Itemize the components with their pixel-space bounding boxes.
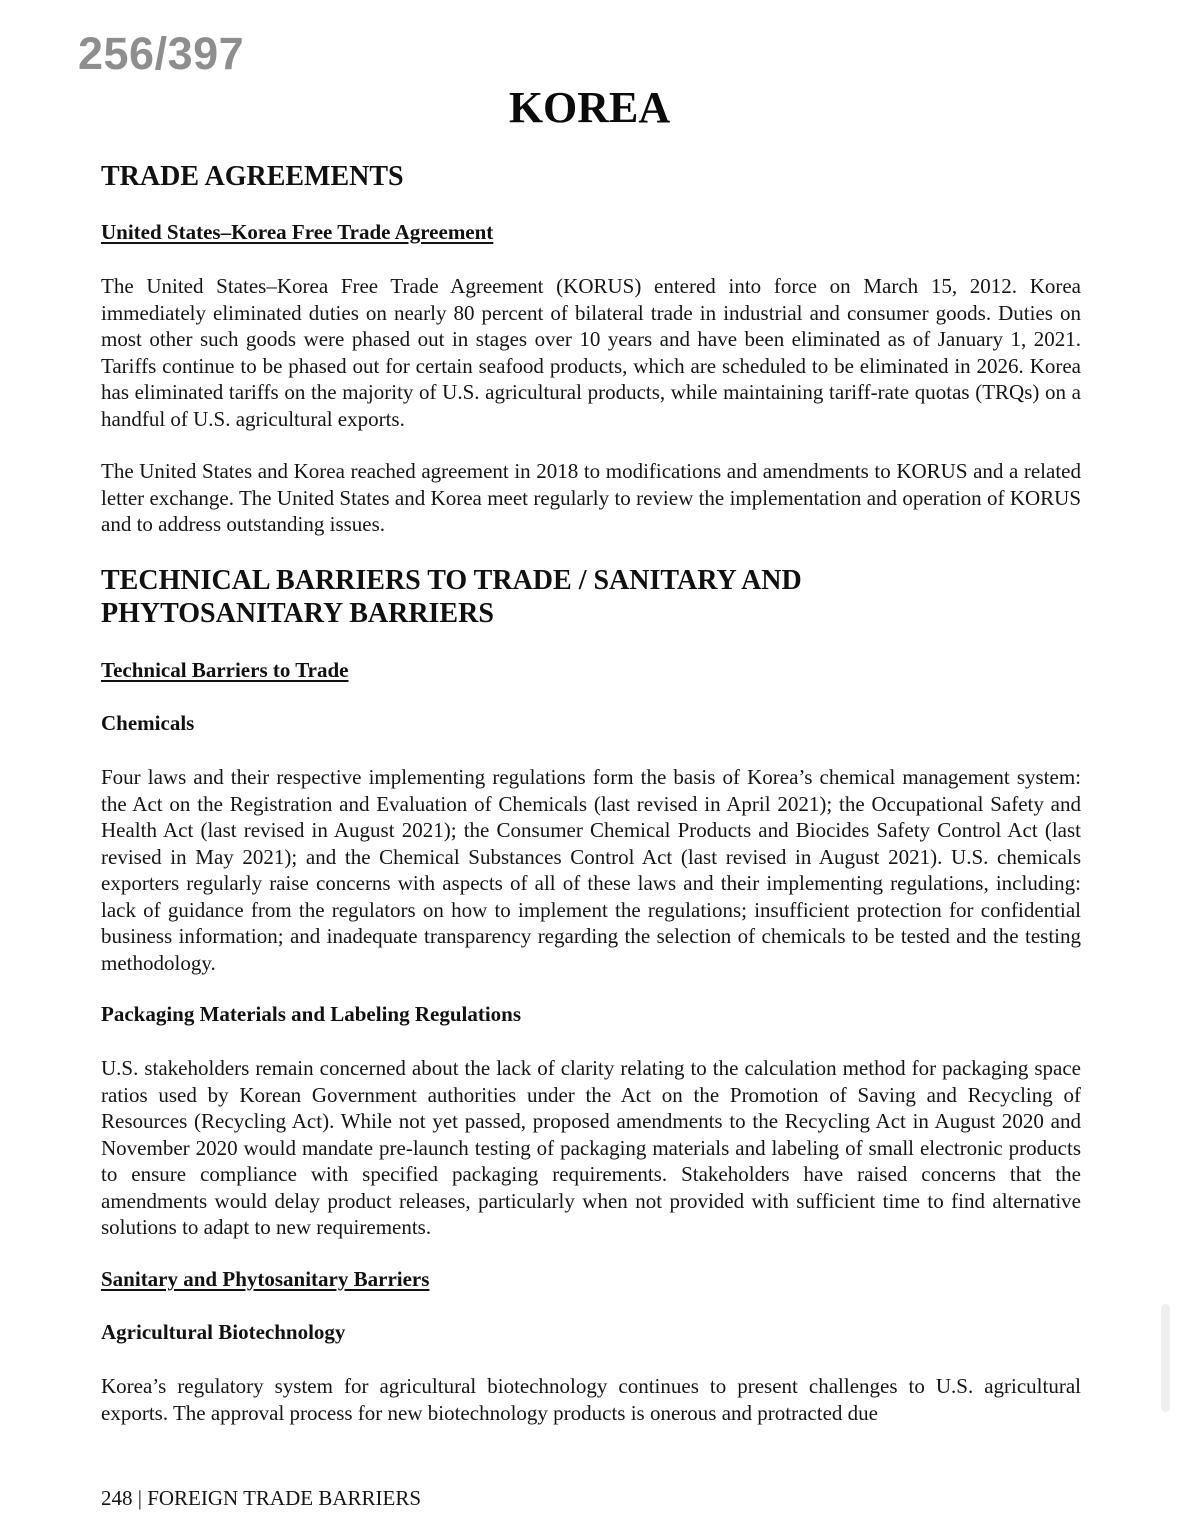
- section-heading-tbt-sps: [101, 564, 802, 630]
- paragraph-chemicals: Four laws and their respective implementing regulations form the basis of Korea’s chemical management system: the Act on the Registration and Evaluation of Chemicals (last revised in April 2021); the Occupational Safety and Health Act (last revised in August 2021); the Consumer Chemical Products and Biocides Safety Control Act (last revised in May 2021); and the Chemical Substances Control Act (last revised in August 2021). U.S. chemicals exporters regularly raise concerns with aspects of all of these laws and their implementing regulations, including: lack of guidance from the regulators on how to implement the regulations; insufficient protection for confidential business information; and inadequate transparency regarding the selection of chemicals to be tested and the testing methodology.: [101, 765, 1081, 975]
- section-heading-line-1: TECHNICAL BARRIERS TO TRADE / SANITARY AND: [101, 565, 802, 596]
- heading-chemicals: Chemicals: [101, 711, 195, 735]
- paragraph-agricultural-biotechnology: Korea’s regulatory system for agricultural biotechnology continues to present challenges to U.S. agricultural exports. The approval process for new biotechnology products is onerous and protracted due: [101, 1374, 1081, 1425]
- document-title: KOREA: [508, 83, 671, 132]
- page-counter: 256/397: [78, 28, 245, 79]
- subheading-sps-barriers: Sanitary and Phytosanitary Barriers: [101, 1267, 430, 1291]
- section-heading-trade-agreements: TRADE AGREEMENTS: [101, 161, 404, 192]
- page-footer: 248 | FOREIGN TRADE BARRIERS: [101, 1486, 422, 1510]
- section-heading-line-2: PHYTOSANITARY BARRIERS: [101, 598, 494, 629]
- subheading-korus: United States–Korea Free Trade Agreement: [101, 220, 494, 244]
- scrollbar-thumb[interactable]: [1161, 1304, 1170, 1412]
- paragraph-korus-amendments: The United States and Korea reached agreement in 2018 to modifications and amendments to KORUS and a related letter exchange. The United States and Korea meet regularly to review the implementation and operation of KORUS and to address outstanding issues.: [101, 459, 1081, 536]
- paragraph-packaging: U.S. stakeholders remain concerned about the lack of clarity relating to the calculation method for packaging space ratios used by Korean Government authorities under the Act on the Promotion of Saving and Recycling of Resources (Recycling Act). While not yet passed, proposed amendments to the Recycling Act in August 2020 and November 2020 would mandate pre-launch testing of packaging materials and labeling of small electronic products to ensure compliance with specified packaging requirements. Stakeholders have raised concerns that the amendments would delay product releases, particularly when not provided with sufficient time to find alternative solutions to adapt to new requirements.: [101, 1056, 1081, 1239]
- heading-packaging: Packaging Materials and Labeling Regulations: [101, 1002, 522, 1026]
- paragraph-korus-overview: The United States–Korea Free Trade Agreement (KORUS) entered into force on March 15, 2012. Korea immediately eliminated duties on nearly 80 percent of bilateral trade in industrial and consumer goods. Duties on most other such goods were phased out in stages over 10 years and have been eliminated as of January 1, 2021. Tariffs continue to be phased out for certain seafood products, which are scheduled to be eliminated in 2026. Korea has eliminated tariffs on the majority of U.S. agricultural products, while maintaining tariff-rate quotas (TRQs) on a handful of U.S. agricultural exports.: [101, 274, 1081, 431]
- heading-agricultural-biotechnology: Agricultural Biotechnology: [101, 1320, 346, 1344]
- subheading-technical-barriers: Technical Barriers to Trade: [101, 658, 349, 682]
